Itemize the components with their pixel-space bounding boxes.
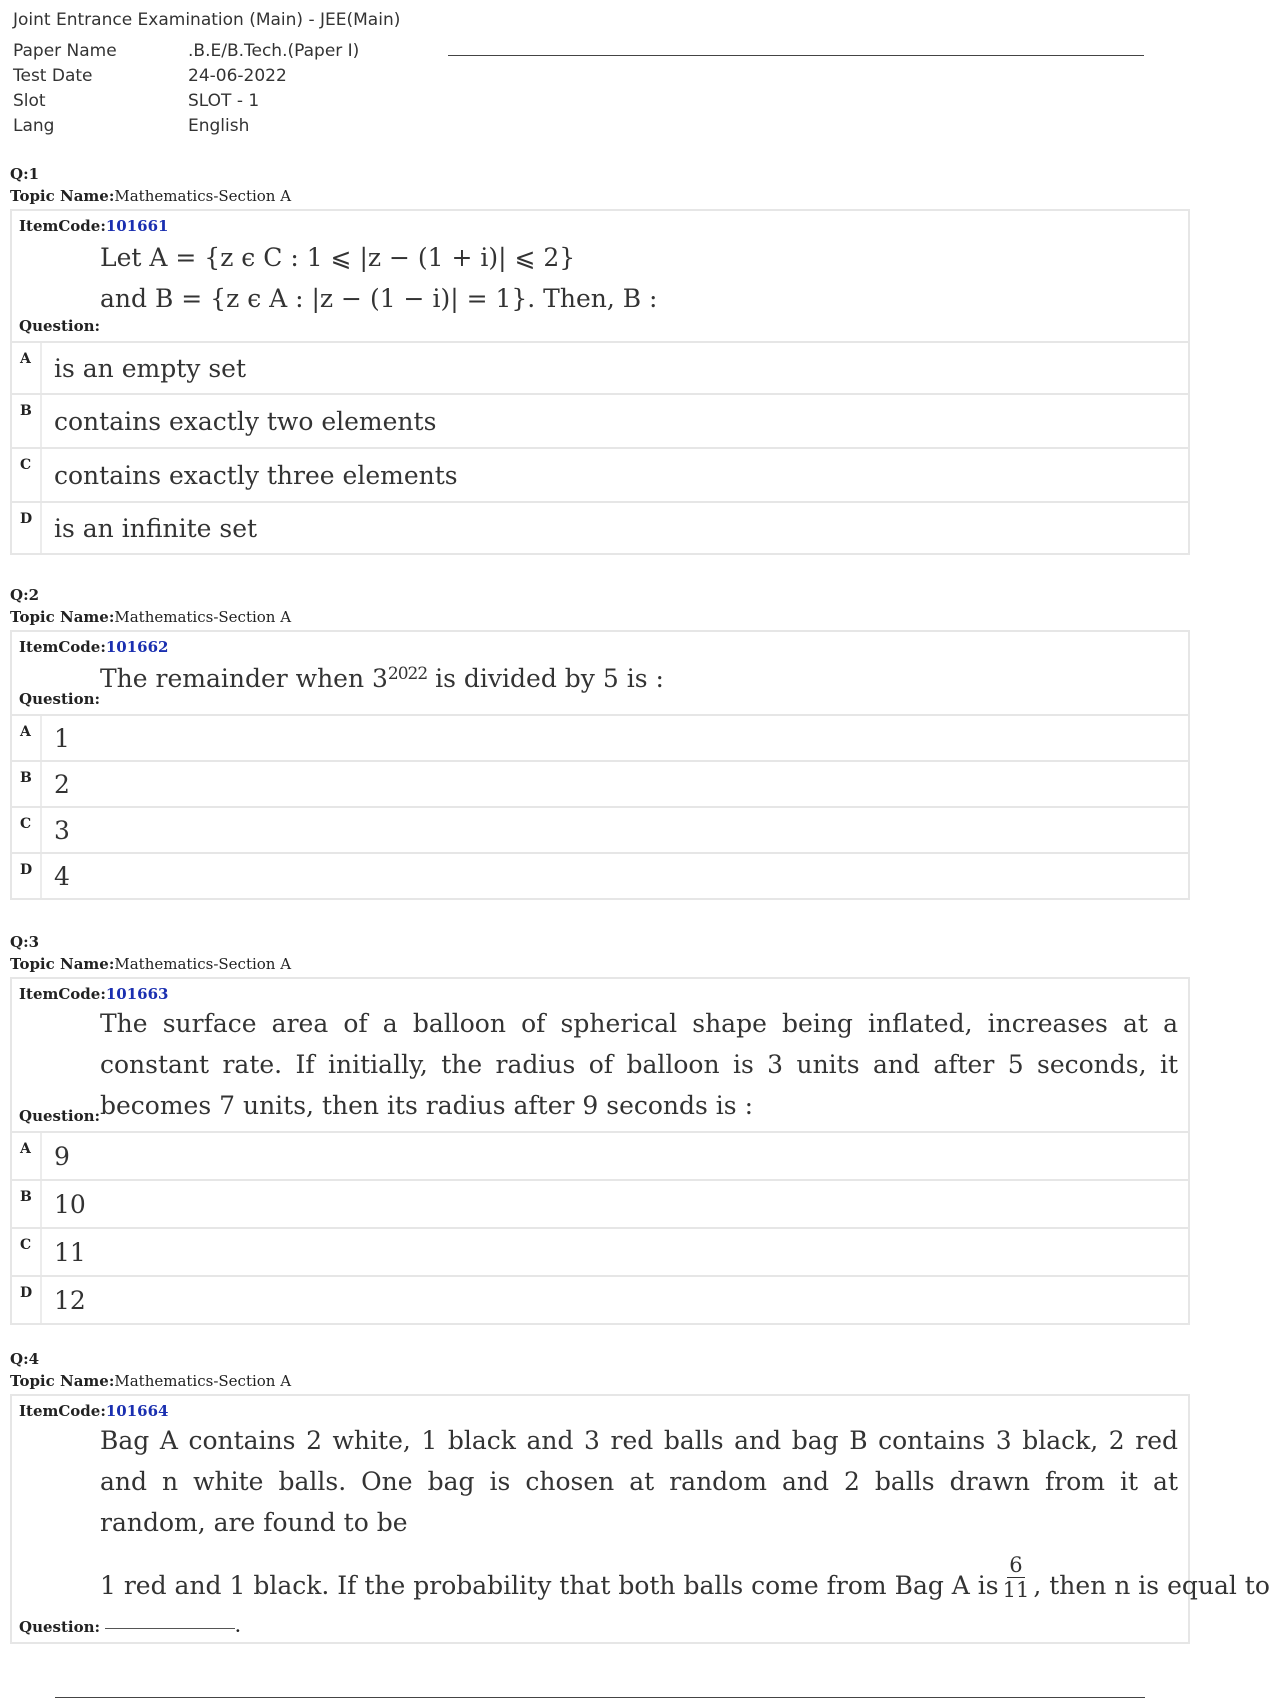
header-row-paper-name [13, 38, 400, 63]
option-d[interactable]: D 12 [12, 1275, 1188, 1323]
exam-header [13, 10, 400, 138]
header-divider [448, 55, 1144, 56]
question-text: Let A = {z ϵ C : 1 ⩽ |z − (1 + i)| ⩽ 2} and B = {z ϵ A : |z − (1 − i)| = 1}. Then, B : [100, 243, 658, 313]
question-area [12, 1420, 1270, 1642]
option-c[interactable]: C 3 [12, 806, 1188, 852]
question-block-4 [10, 1348, 1270, 1644]
option-d[interactable]: D 4 [12, 852, 1188, 898]
question-card [10, 630, 1190, 900]
item-code: ItemCode:101662 [19, 638, 169, 656]
header-key: Paper Name [13, 40, 117, 61]
item-code: ItemCode:101663 [19, 985, 169, 1003]
fraction: $\frac{6}{11}$ [1002, 1553, 1030, 1602]
header-row-slot [13, 88, 400, 113]
question-text: The surface area of a balloon of spherical shape being inflated, increases at a constant rate. If initially, the radius of balloon is 3 units and after 5 seconds, it becomes 7 units, then its radius after 9 seconds is : [100, 1009, 1178, 1120]
option-b[interactable]: B contains exactly two elements [12, 393, 1188, 447]
option-d[interactable]: D is an infinite set [12, 501, 1188, 553]
question-label: Question: [19, 317, 101, 335]
footer-divider [55, 1697, 1145, 1698]
question-area [12, 1003, 1188, 1131]
topic-name: Topic Name:Mathematics-Section A [10, 187, 292, 205]
question-area [12, 656, 1188, 714]
topic-name: Topic Name:Mathematics-Section A [10, 608, 292, 626]
header-row-lang [13, 113, 400, 138]
question-label: Question: [19, 690, 101, 708]
option-b[interactable]: B 10 [12, 1179, 1188, 1227]
question-card [10, 977, 1190, 1325]
option-a[interactable]: A 1 [12, 714, 1188, 760]
question-block-3 [10, 931, 1190, 1325]
question-number: Q:2 [10, 586, 40, 604]
question-card [10, 1394, 1270, 1644]
header-value: .B.E/B.Tech.(Paper I) [188, 40, 360, 61]
topic-name: Topic Name:Mathematics-Section A [10, 1372, 292, 1390]
question-text: Bag A contains 2 white, 1 black and 3 red balls and bag B contains 3 black, 2 red and n white balls. One bag is chosen at random and 2 balls drawn from it at random, are found to be 1 red and 1 black. If the probability that both balls come from Bag A is $\frac{6}{11}$ , then n is equal to [100, 1426, 1270, 1602]
question-block-2 [10, 584, 1190, 900]
item-code: ItemCode:101661 [19, 217, 169, 235]
question-label: Question: . [19, 1618, 241, 1636]
question-label: Question: [19, 1107, 101, 1125]
option-c[interactable]: C contains exactly three elements [12, 447, 1188, 501]
question-number: Q:1 [10, 165, 40, 183]
question-card [10, 209, 1190, 555]
header-value: SLOT - 1 [188, 90, 260, 111]
question-text: The remainder when $3^{2022}$ is divided by 5 is : [100, 664, 664, 693]
option-c[interactable]: C 11 [12, 1227, 1188, 1275]
item-code: ItemCode:101664 [19, 1402, 169, 1420]
header-value: 24-06-2022 [188, 65, 287, 86]
header-row-test-date [13, 63, 400, 88]
question-number: Q:3 [10, 933, 40, 951]
question-block-1 [10, 163, 1190, 555]
header-key: Slot [13, 90, 46, 111]
option-a[interactable]: A 9 [12, 1131, 1188, 1179]
answer-blank [105, 1628, 235, 1629]
option-b[interactable]: B 2 [12, 760, 1188, 806]
option-a[interactable]: A is an empty set [12, 341, 1188, 393]
header-key: Lang [13, 115, 55, 136]
exam-title: Joint Entrance Examination (Main) - JEE(Main) [13, 10, 401, 30]
topic-name: Topic Name:Mathematics-Section A [10, 955, 292, 973]
header-key: Test Date [13, 65, 93, 86]
question-number: Q:4 [10, 1350, 40, 1368]
header-value: English [188, 115, 250, 136]
question-area [12, 235, 1188, 341]
